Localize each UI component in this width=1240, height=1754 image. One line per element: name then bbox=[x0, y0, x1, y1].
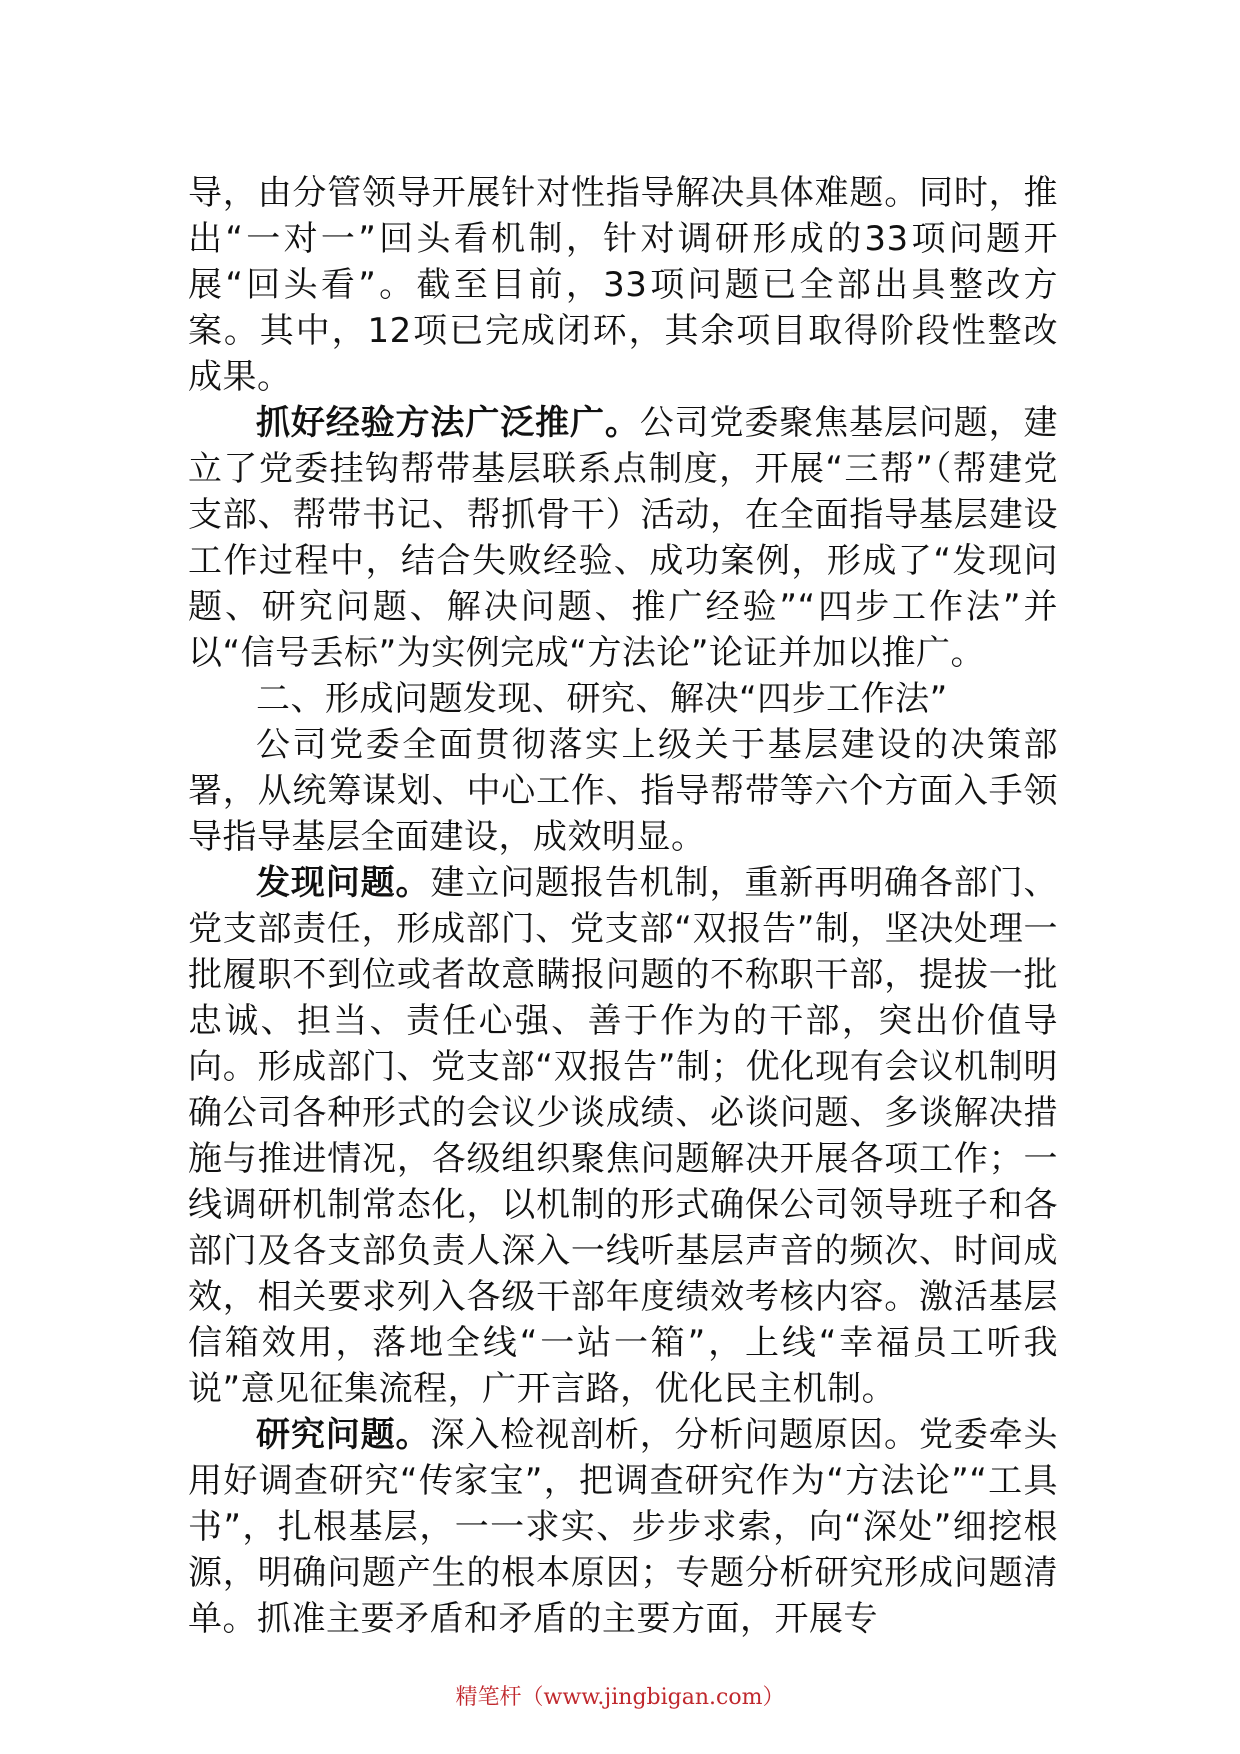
paragraph-experience-promotion bbox=[188, 400, 1058, 676]
paragraph-lead-heading: 研究问题。 bbox=[256, 1415, 431, 1455]
paragraph-lead-heading: 发现问题。 bbox=[256, 863, 431, 903]
section-heading bbox=[188, 676, 1058, 722]
page-footer-watermark: 精笔杆（www.jingbigan.com） bbox=[455, 1685, 785, 1710]
paragraph-text: 深入检视剖析，分析问题原因。党委牵头用好调查研究“传家宝”，把调查研究作为“方法论”“工具书”，扎根基层，一一求实、步步求索，向“深处”细挖根源，明确问题产生的根本原因；专题分析研究形成问题清单。抓准主要矛盾和矛盾的主要方面，开展专 bbox=[188, 1415, 1059, 1639]
paragraph-text: 公司党委全面贯彻落实上级关于基层建设的决策部署，从统筹谋划、中心工作、指导帮带等六个方面入手领导指导基层全面建设，成效明显。 bbox=[188, 725, 1058, 857]
paragraph-research-problems bbox=[188, 1412, 1058, 1642]
paragraph-discover-problems bbox=[188, 860, 1058, 1412]
paragraph-section-intro bbox=[188, 722, 1058, 860]
paragraph-text: 公司党委聚焦基层问题，建立了党委挂钩帮带基层联系点制度，开展“三帮”（帮建党支部、帮带书记、帮抓骨干）活动，在全面指导基层建设工作过程中，结合失败经验、成功案例，形成了“发现问题、研究问题、解决问题、推广经验”“四步工作法”并以“信号丢标”为实例完成“方法论”论证并加以推广。 bbox=[188, 403, 1058, 673]
paragraph-continuation bbox=[188, 170, 1058, 400]
document-body bbox=[188, 170, 1058, 1642]
paragraph-lead-heading: 抓好经验方法广泛推广。 bbox=[256, 403, 640, 443]
paragraph-text: 导，由分管领导开展针对性指导解决具体难题。同时，推出“一对一”回头看机制，针对调研形成的33项问题开展“回头看”。截至目前，33项问题已全部出具整改方案。其中，12项已完成闭环，其余项目取得阶段性整改成果。 bbox=[188, 173, 1058, 397]
paragraph-text: 建立问题报告机制，重新再明确各部门、党支部责任，形成部门、党支部“双报告”制，坚决处理一批履职不到位或者故意瞒报问题的不称职干部，提拔一批忠诚、担当、责任心强、善于作为的干部，突出价值导向。形成部门、党支部“双报告”制；优化现有会议机制明确公司各种形式的会议少谈成绩、必谈问题、多谈解决措施与推进情况，各级组织聚焦问题解决开展各项工作；一线调研机制常态化，以机制的形式确保公司领导班子和各部门及各支部负责人深入一线听基层声音的频次、时间成效，相关要求列入各级干部年度绩效考核内容。激活基层信箱效用，落地全线“一站一箱”，上线“幸福员工听我说”意见征集流程，广开言路，优化民主机制。 bbox=[188, 863, 1059, 1409]
section-heading-text: 二、形成问题发现、研究、解决“四步工作法” bbox=[256, 679, 948, 719]
